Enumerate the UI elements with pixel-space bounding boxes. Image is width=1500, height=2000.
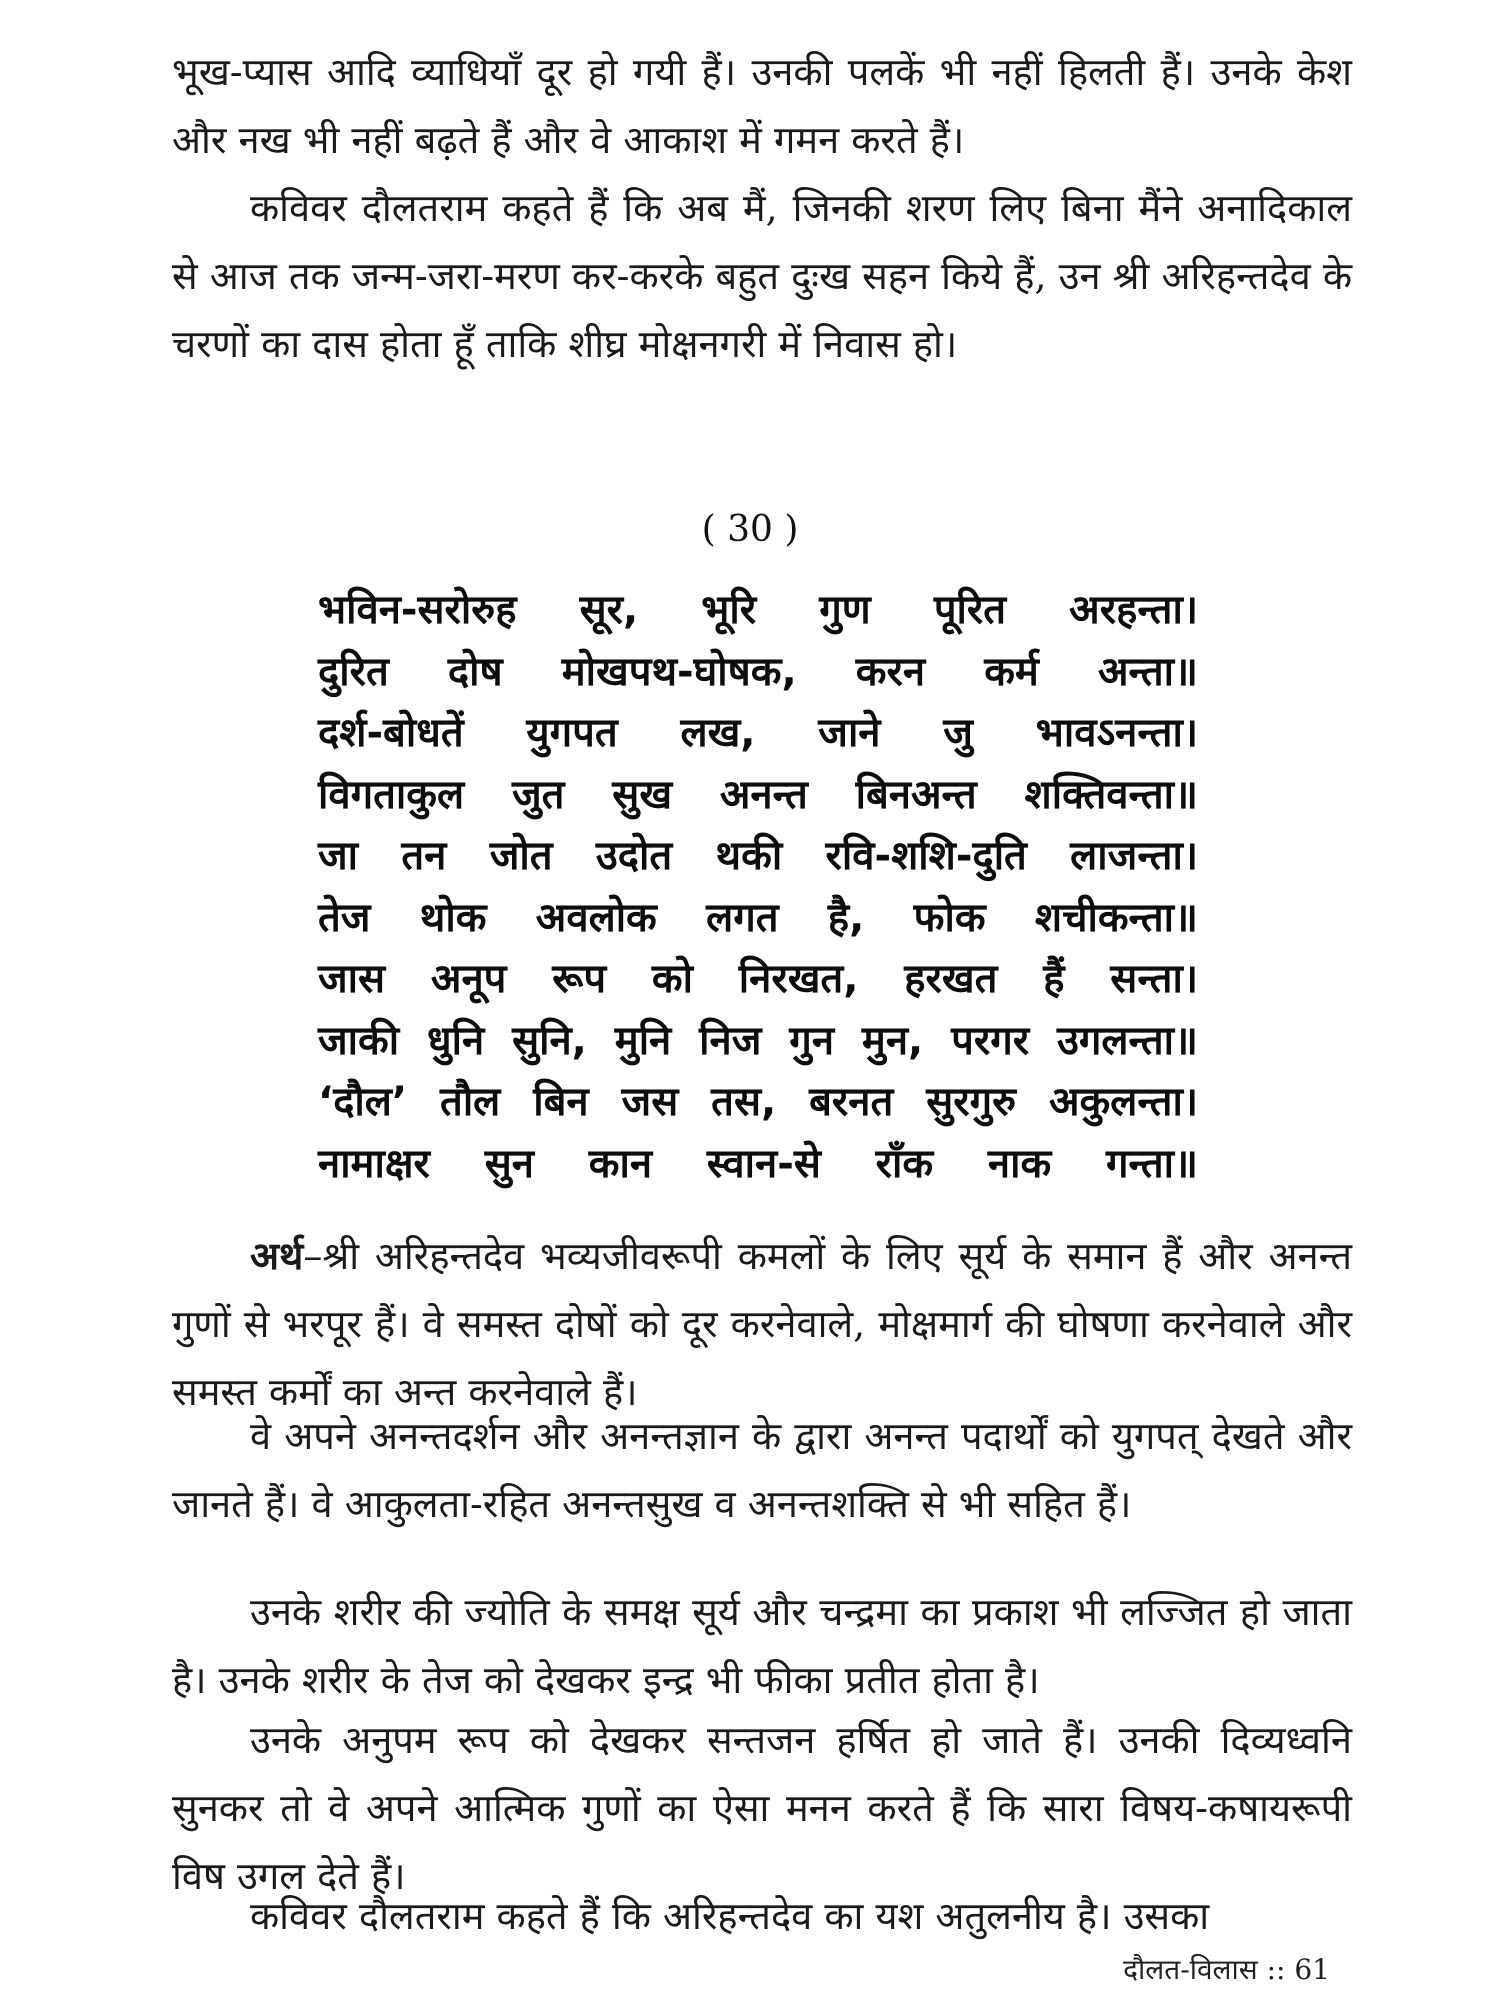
page-footer: [1123, 1950, 1330, 1990]
verse-line: जा तन जोत उदोत थकी रवि-शशि-दुति लाजन्ता।: [318, 833, 1198, 879]
meaning-paragraph-1: [172, 1222, 1352, 1426]
page-number: 61: [1294, 1953, 1330, 1986]
verse-line: भविन-सरोरुह सूर, भूरि गुण पूरित अरहन्ता।: [318, 587, 1198, 633]
verse-line: विगताकुल जुत सुख अनन्त बिनअन्त शक्तिवन्ता॥: [318, 771, 1198, 818]
intro-paragraph-2: कविवर दौलतराम कहते हैं कि अब मैं, जिनकी शरण लिए बिना मैंने अनादिकाल से आज तक जन्म-जरा-मरण कर-करके बहुत दुःख सहन किये हैं, उन श्री अरिहन्तदेव के चरणों का दास होता हूँ ताकि शीघ्र मोक्षनगरी में निवास हो।: [172, 186, 1352, 366]
footer-separator: ::: [1257, 1953, 1295, 1986]
verse-line: दुरित दोष मोखपथ-घोषक, करन कर्म अन्ता॥: [318, 648, 1198, 695]
book-title: दौलत-विलास: [1123, 1953, 1258, 1986]
verse-line: ‘दौल’ तौल बिन जस तस, बरनत सुरगुरु अकुलन्ता।: [318, 1079, 1198, 1125]
meaning-paragraph-3: उनके शरीर की ज्योति के समक्ष सूर्य और चन्द्रमा का प्रकाश भी लज्जित हो जाता है। उनके शरीर के तेज को देखकर इन्द्र भी फीका प्रतीत होता है।: [172, 1590, 1352, 1702]
verse-line: तेज थोक अवलोक लगत है, फोक शचीकन्ता॥: [318, 894, 1198, 941]
meaning-paragraph-5: कविवर दौलतराम कहते हैं कि अरिहन्तदेव का यश अतुलनीय है। उसका: [250, 1894, 1210, 1938]
section-number: ( 30 ): [701, 509, 799, 550]
verse-line: नामाक्षर सुन कान स्वान-से राँक नाक गन्ता॥: [318, 1140, 1198, 1187]
meaning-paragraph-4: उनके अनुपम रूप को देखकर सन्तजन हर्षित हो जाते हैं। उनकी दिव्यध्वनि सुनकर तो वे अपने आत्मिक गुणों का ऐसा मनन करते हैं कि सारा विषय-कषायरूपी विष उगल देते हैं।: [172, 1718, 1352, 1898]
meaning-label: अर्थ: [250, 1233, 304, 1278]
meaning-text-1: –श्री अरिहन्तदेव भव्यजीवरूपी कमलों के लिए सूर्य के समान हैं और अनन्त गुणों से भरपूर हैं। वे समस्त दोषों को दूर करनेवाले, मोक्षमार्ग की घोषणा करनेवाले और समस्त कर्मों का अन्त करनेवाले हैं।: [172, 1234, 1352, 1414]
verse-line: दर्श-बोधतें युगपत लख, जाने जु भावऽनन्ता।: [318, 710, 1198, 756]
intro-paragraph-1: भूख-प्यास आदि व्याधियाँ दूर हो गयी हैं। उनकी पलकें भी नहीं हिलती हैं। उनके केश और नख भी नहीं बढ़ते हैं और वे आकाश में गमन करते हैं।: [172, 50, 1352, 162]
verse-block: [318, 580, 1198, 1195]
verse-line: जास अनूप रूप को निरखत, हरखत हैं सन्ता।: [318, 956, 1198, 1002]
meaning-paragraph-2: वे अपने अनन्तदर्शन और अनन्तज्ञान के द्वारा अनन्त पदार्थों को युगपत् देखते और जानते हैं। वे आकुलता-रहित अनन्तसुख व अनन्तशक्ति से भी सहित हैं।: [172, 1414, 1352, 1526]
verse-line: जाकी धुनि सुनि, मुनि निज गुन मुन, परगर उगलन्ता॥: [318, 1017, 1198, 1064]
